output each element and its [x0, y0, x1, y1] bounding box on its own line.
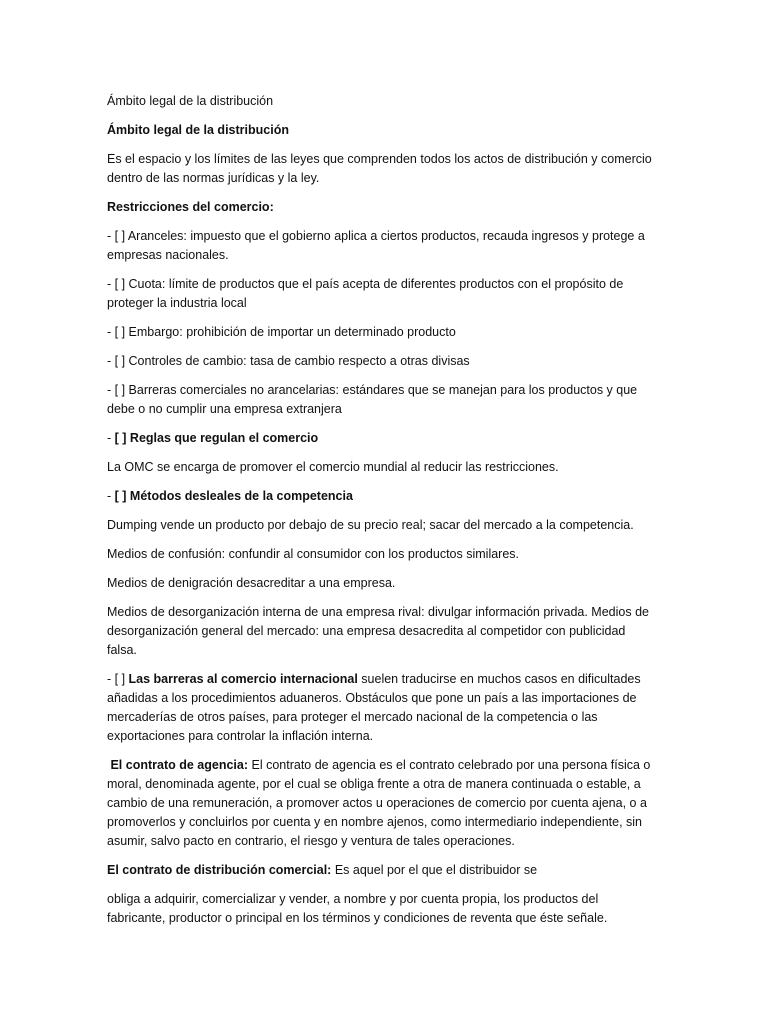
cuota-line: proteger la industria local	[107, 296, 247, 310]
agencia-line: promoverlos y concluirlos por cuenta y en nombre ajenos, como intermediario independiente, sin	[107, 815, 643, 829]
barreras-internacional-line	[107, 670, 727, 689]
desorganizacion-line: falsa.	[107, 643, 137, 657]
definition-paragraph	[107, 150, 727, 188]
confusion-line: Medios de confusión: confundir al consumidor con los productos similares.	[107, 547, 520, 561]
barreras-line: debe o no cumplir una empresa extranjera	[107, 402, 342, 416]
dumping-line: Dumping vende un producto por debajo de su precio real; sacar del mercado a la competencia.	[107, 518, 634, 532]
reglas-label: [ ] Reglas que regulan el comercio	[114, 431, 319, 445]
agencia-text: El contrato de agencia es el contrato celebrado por una persona física o	[248, 758, 651, 772]
list-dash: -	[107, 489, 115, 503]
omc-line: La OMC se encarga de promover el comercio mundial al reducir las restricciones.	[107, 460, 559, 474]
list-item-embargo	[107, 323, 727, 342]
list-item-aranceles	[107, 227, 727, 265]
list-item-metodos	[107, 487, 727, 506]
omc-paragraph	[107, 458, 727, 477]
distribucion-text: Es aquel por el que el distribuidor se	[331, 863, 538, 877]
embargo-line: - [ ] Embargo: prohibición de importar un determinado producto	[107, 325, 456, 339]
document-title	[107, 92, 727, 111]
agencia-line: asumir, salvo pacto en contrario, el riesgo y ventura de tales operaciones.	[107, 834, 515, 848]
aranceles-line: empresas nacionales.	[107, 248, 229, 262]
list-item-reglas	[107, 429, 727, 448]
agencia-line: moral, denominada agente, por el cual se obliga frente a otra de manera continuada o estable, a	[107, 777, 641, 791]
controles-line: - [ ] Controles de cambio: tasa de cambio respecto a otras divisas	[107, 354, 470, 368]
barreras-internacional-term: Las barreras al comercio internacional	[128, 672, 358, 686]
document-body	[107, 92, 727, 938]
list-item-cuota	[107, 275, 727, 313]
distribucion-term: El contrato de distribución comercial:	[107, 863, 332, 877]
heading-text: Ámbito legal de la distribución	[107, 123, 289, 137]
agencia-line: cambio de una remuneración, a promover actos u operaciones de comercio por cuenta ajena, o a	[107, 796, 647, 810]
barreras-internacional-paragraph	[107, 670, 727, 746]
metodos-line	[107, 487, 727, 506]
list-dash: -	[107, 431, 115, 445]
agencia-term: El contrato de agencia:	[107, 758, 249, 772]
denigracion-paragraph	[107, 574, 727, 593]
obliga-paragraph	[107, 890, 727, 928]
barreras-internacional-text: suelen traducirse en muchos casos en dificultades	[357, 672, 641, 686]
denigracion-line: Medios de denigración desacreditar a una empresa.	[107, 576, 396, 590]
desorganizacion-line: Medios de desorganización interna de una empresa rival: divulgar información privada. Medios de	[107, 605, 649, 619]
cuota-line: - [ ] Cuota: límite de productos que el país acepta de diferentes productos con el propósito de	[107, 277, 624, 291]
restrictions-heading-text: Restricciones del comercio:	[107, 200, 274, 214]
title-text: Ámbito legal de la distribución	[107, 94, 274, 108]
restrictions-heading	[107, 198, 727, 217]
aranceles-line: - [ ] Aranceles: impuesto que el gobierno aplica a ciertos productos, recauda ingresos y protege a	[107, 229, 645, 243]
list-prefix: - [ ]	[107, 672, 129, 686]
distribucion-paragraph	[107, 861, 727, 880]
obliga-line: obliga a adquirir, comercializar y vender, a nombre y por cuenta propia, los productos del	[107, 892, 599, 906]
list-item-barreras-no-arancelarias	[107, 381, 727, 419]
list-item-controles	[107, 352, 727, 371]
metodos-label: [ ] Métodos desleales de la competencia	[114, 489, 353, 503]
distribucion-line	[107, 861, 727, 880]
definition-line: dentro de las normas jurídicas y la ley.	[107, 171, 320, 185]
agencia-paragraph	[107, 756, 727, 851]
section-heading	[107, 121, 727, 140]
definition-line: Es el espacio y los límites de las leyes que comprenden todos los actos de distribución y comercio	[107, 152, 652, 166]
obliga-line: fabricante, productor o principal en los términos y condiciones de reventa que éste señale.	[107, 911, 608, 925]
confusion-paragraph	[107, 545, 727, 564]
dumping-paragraph	[107, 516, 727, 535]
barreras-internacional-line: mercaderías de otros países, para proteger el mercado nacional de la competencia o las	[107, 710, 598, 724]
agencia-line	[107, 756, 727, 775]
reglas-line	[107, 429, 727, 448]
barreras-internacional-line: añadidas a los procedimientos aduaneros. Obstáculos que pone un país a las importaciones de	[107, 691, 637, 705]
barreras-line: - [ ] Barreras comerciales no arancelarias: estándares que se manejan para los productos y que	[107, 383, 638, 397]
desorganizacion-paragraph	[107, 603, 727, 660]
desorganizacion-line: desorganización general del mercado: una empresa desacredita al competidor con publicidad	[107, 624, 626, 638]
barreras-internacional-line: exportaciones para controlar la inflación interna.	[107, 729, 374, 743]
